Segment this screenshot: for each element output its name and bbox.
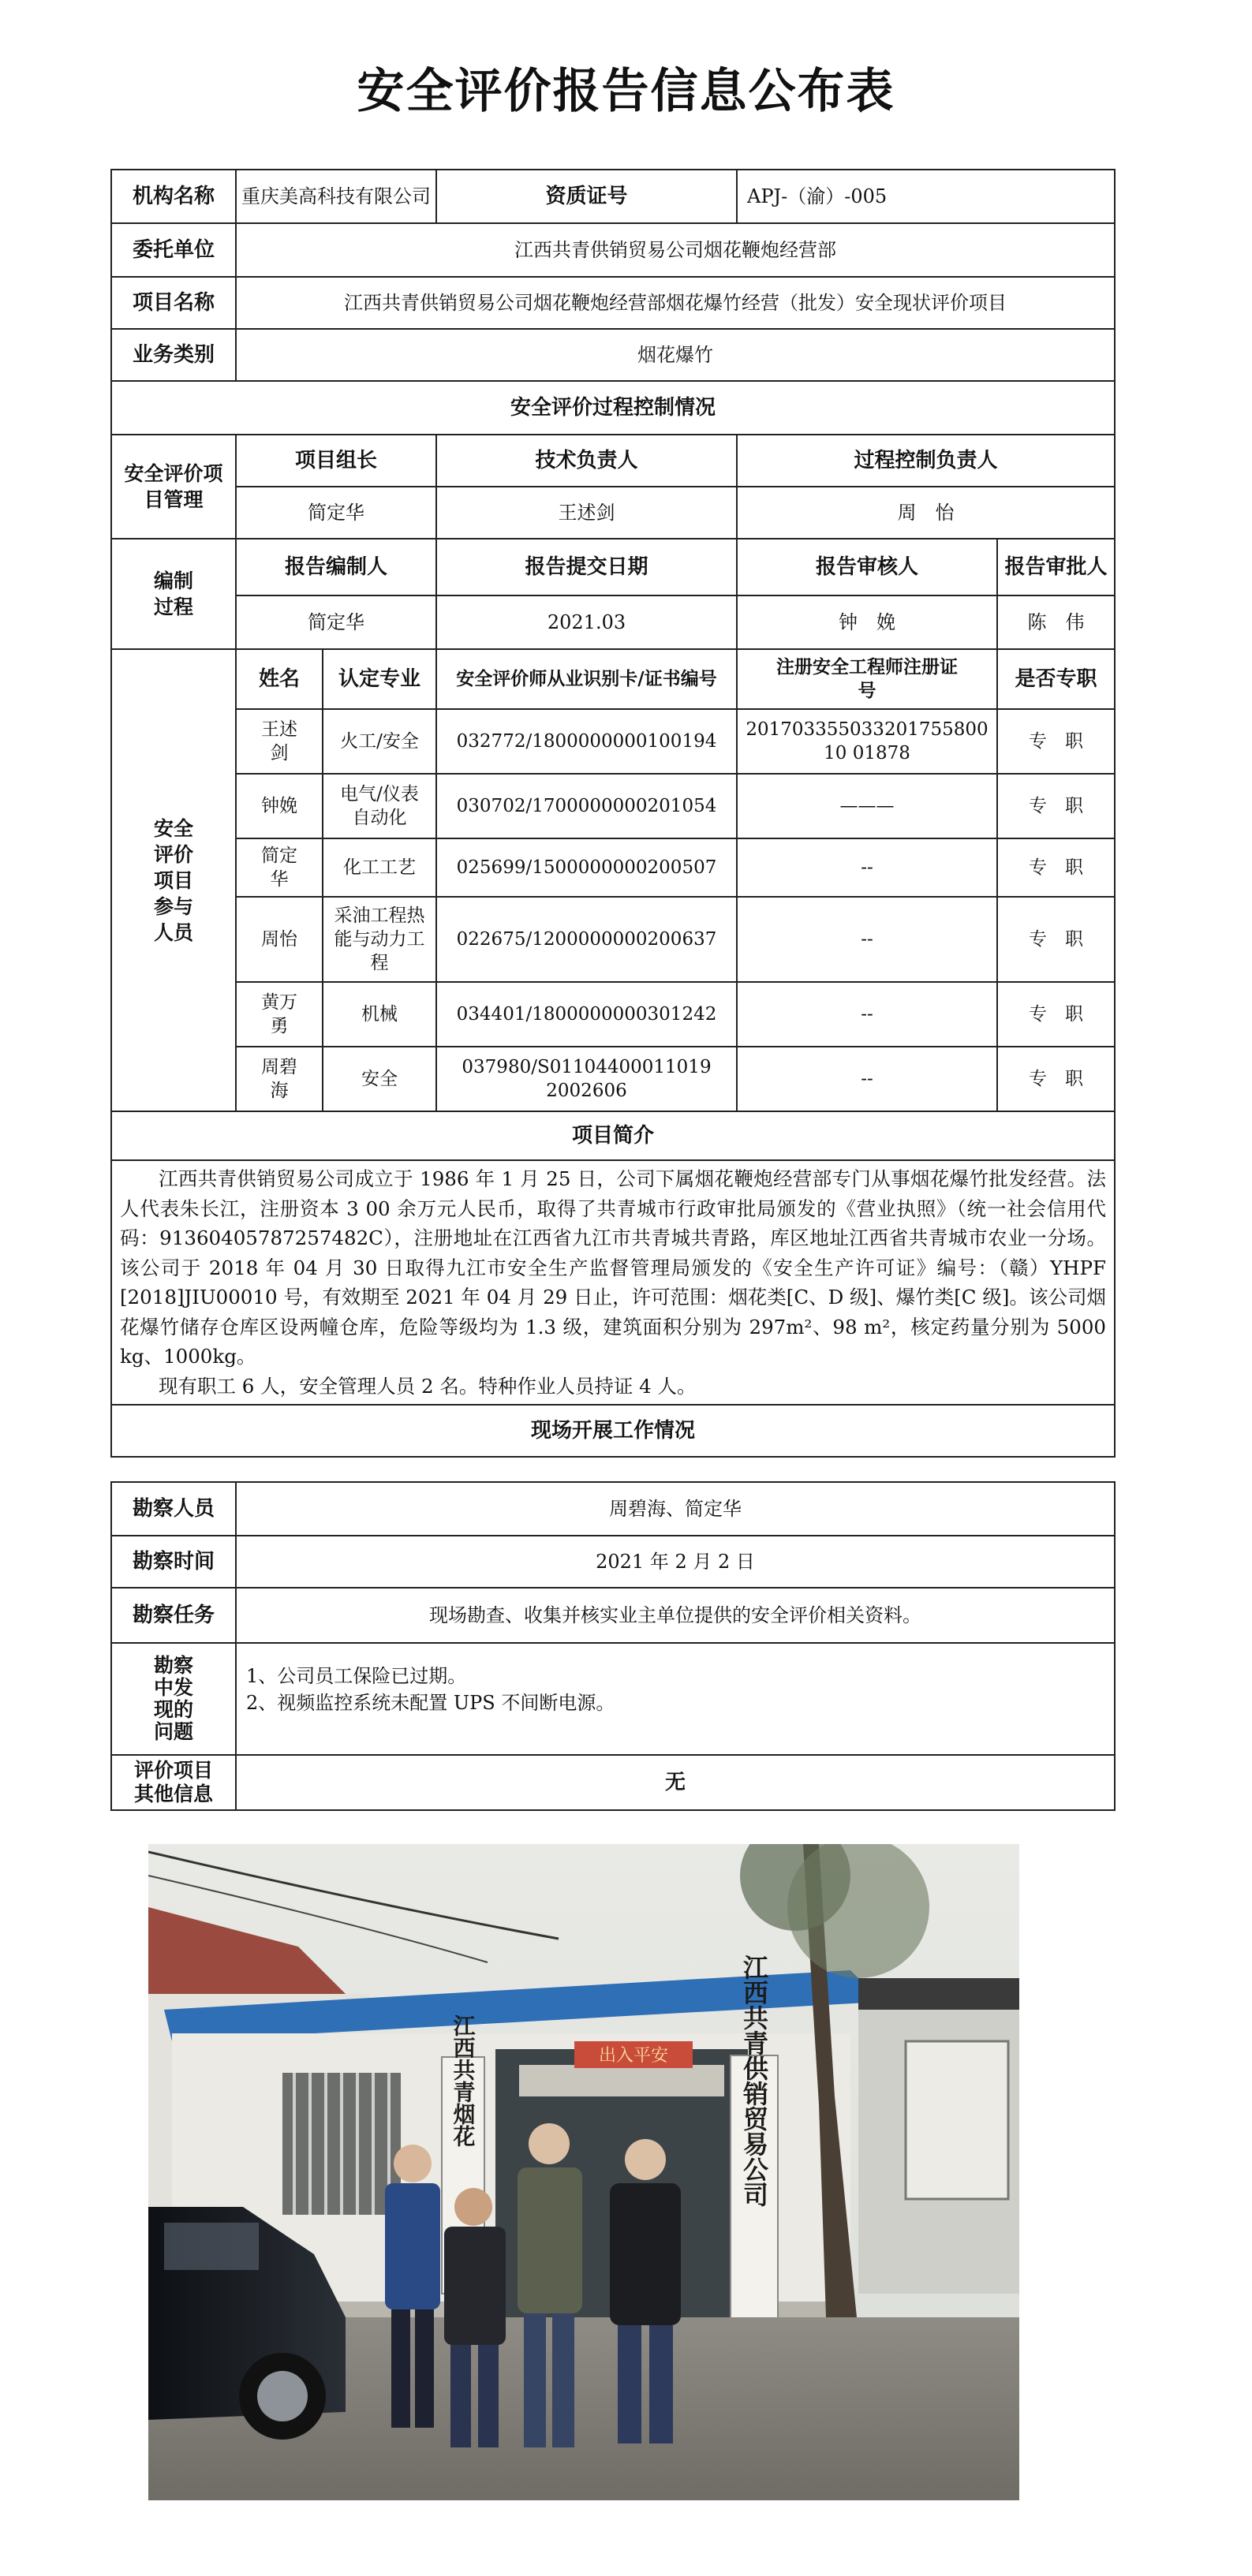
compile-header-date: 报告提交日期 <box>436 539 737 595</box>
participant-major: 安全 <box>323 1047 436 1111</box>
intro-paragraph-2: 现有职工 6 人，安全管理人员 2 名。特种作业人员持证 4 人。 <box>159 1374 697 1398</box>
participant-reg: -- <box>737 982 997 1047</box>
survey-people-value: 周碧海、简定华 <box>236 1482 1115 1536</box>
participant-reg: ——— <box>737 774 997 838</box>
business-type-label: 业务类别 <box>111 329 236 381</box>
participants-label: 安全评价项目参与人员 <box>111 649 236 1111</box>
participant-name: 钟娩 <box>236 774 323 838</box>
intro-body <box>111 1160 1115 1405</box>
project-name-label: 项目名称 <box>111 277 236 329</box>
intro-paragraph-1: 江西共青供销贸易公司成立于 1986 年 1 月 25 日，公司下属烟花鞭炮经营部专门从事烟花爆竹批发经营。法人代表朱长江，注册资本 3 00 余万元人民币，取得了共青城市行政审批局颁发的《营业执照》（统一社会信用代码：91360405787257482C），注册地址在江西省九江市共青城共青路，库区地址江西省共青城市农业一分场。该公司于 2018 年 04 月 30 日取得九江市安全生产监督管理局颁发的《安全生产许可证》编号：（赣）YHPF [2018]JIU00010 号，有效期至 2021 年 04 月 29 日止，许可范围：烟花类[C、D 级]、爆竹类[C 级]。该公司烟花爆竹储存仓库区设两幢仓库，危险等级均为 1.3 级，建筑面积分别为 297m²、98 m²，核定药量分别为 5000 kg、1000kg。 <box>120 1167 1107 1368</box>
client-label: 委托单位 <box>111 223 236 277</box>
participant-card: 022675/1200000000200637 <box>436 897 737 982</box>
mgmt-value-tech: 王述剑 <box>436 487 737 539</box>
door-banner: 出入平安 <box>598 2046 669 2066</box>
compile-header-writer: 报告编制人 <box>236 539 436 595</box>
participant-fulltime: 专 职 <box>997 897 1115 982</box>
project-name-value: 江西共青供销贸易公司烟花鞭炮经营部烟花爆竹经营（批发）安全现状评价项目 <box>236 277 1115 329</box>
sign-left: 江西共青烟花 <box>450 2014 477 2147</box>
participant-reg: 20170335503320175580010 01878 <box>737 709 997 774</box>
participant-fulltime: 专 职 <box>997 1047 1115 1111</box>
cert-label: 资质证号 <box>436 170 737 223</box>
participant-card: 030702/1700000000201054 <box>436 774 737 838</box>
participant-reg: -- <box>737 897 997 982</box>
mgmt-header-control: 过程控制负责人 <box>737 435 1115 487</box>
survey-task-label: 勘察任务 <box>111 1588 236 1643</box>
participant-major: 化工工艺 <box>323 838 436 897</box>
participant-fulltime: 专 职 <box>997 709 1115 774</box>
participants-header-card: 安全评价师从业识别卡/证书编号 <box>436 649 737 709</box>
survey-time-label: 勘察时间 <box>111 1536 236 1588</box>
participants-header-reg: 注册安全工程师注册证号 <box>737 649 997 709</box>
participant-card: 025699/1500000000200507 <box>436 838 737 897</box>
survey-table <box>110 1481 1116 1811</box>
info-table <box>110 169 1116 1458</box>
process-section-title: 安全评价过程控制情况 <box>111 381 1115 435</box>
site-photo <box>148 1844 1019 2500</box>
compile-label: 编制过程 <box>111 539 236 649</box>
participant-name: 周碧海 <box>236 1047 323 1111</box>
site-photo-scene <box>148 1844 1019 2500</box>
participant-fulltime: 专 职 <box>997 838 1115 897</box>
participant-name: 黄万勇 <box>236 982 323 1047</box>
compile-value-reviewer: 钟 娩 <box>737 595 997 649</box>
business-type-value: 烟花爆竹 <box>236 329 1115 381</box>
mgmt-label: 安全评价项目管理 <box>111 435 236 539</box>
participant-major: 火工/安全 <box>323 709 436 774</box>
mgmt-header-tech: 技术负责人 <box>436 435 737 487</box>
participant-major: 采油工程热能与动力工程 <box>323 897 436 982</box>
participant-fulltime: 专 职 <box>997 774 1115 838</box>
survey-people-label: 勘察人员 <box>111 1482 236 1536</box>
page-title: 安全评价报告信息公布表 <box>357 64 895 119</box>
participant-reg: -- <box>737 838 997 897</box>
issue-item: 2、视频监控系统未配置 UPS 不间断电源。 <box>246 1692 615 1714</box>
participant-name: 简定华 <box>236 838 323 897</box>
participant-major: 电气/仪表自动化 <box>323 774 436 838</box>
cert-value: APJ-（渝）-005 <box>737 170 1115 223</box>
compile-header-reviewer: 报告审核人 <box>737 539 997 595</box>
mgmt-value-leader: 简定华 <box>236 487 436 539</box>
survey-other-label: 评价项目其他信息 <box>111 1755 236 1810</box>
participant-card: 032772/1800000000100194 <box>436 709 737 774</box>
participants-header-fulltime: 是否专职 <box>997 649 1115 709</box>
participant-card: 034401/1800000000301242 <box>436 982 737 1047</box>
issue-item: 1、公司员工保险已过期。 <box>246 1665 467 1687</box>
org-name-value: 重庆美高科技有限公司 <box>236 170 436 223</box>
participant-name: 王述剑 <box>236 709 323 774</box>
compile-value-writer: 简定华 <box>236 595 436 649</box>
survey-issues-label: 勘察中发现的问题 <box>111 1643 236 1755</box>
survey-time-value: 2021 年 2 月 2 日 <box>236 1536 1115 1588</box>
compile-value-approver: 陈 伟 <box>997 595 1115 649</box>
compile-header-approver: 报告审批人 <box>997 539 1115 595</box>
survey-task-value: 现场勘查、收集并核实业主单位提供的安全评价相关资料。 <box>236 1588 1115 1643</box>
mgmt-header-leader: 项目组长 <box>236 435 436 487</box>
intro-title: 项目简介 <box>111 1111 1115 1160</box>
compile-value-date: 2021.03 <box>436 595 737 649</box>
participant-card: 037980/S011044000110192002606 <box>436 1047 737 1111</box>
participants-header-major: 认定专业 <box>323 649 436 709</box>
participant-reg: -- <box>737 1047 997 1111</box>
org-name-label: 机构名称 <box>111 170 236 223</box>
mgmt-value-control: 周 怡 <box>737 487 1115 539</box>
sign-right: 江西共青供销贸易公司 <box>739 1954 769 2207</box>
participant-name: 周怡 <box>236 897 323 982</box>
participants-header-name: 姓名 <box>236 649 323 709</box>
survey-other-value: 无 <box>236 1755 1115 1810</box>
site-work-title: 现场开展工作情况 <box>111 1405 1115 1457</box>
participant-fulltime: 专 职 <box>997 982 1115 1047</box>
participant-major: 机械 <box>323 982 436 1047</box>
client-value: 江西共青供销贸易公司烟花鞭炮经营部 <box>236 223 1115 277</box>
survey-issues-value <box>236 1643 1115 1755</box>
